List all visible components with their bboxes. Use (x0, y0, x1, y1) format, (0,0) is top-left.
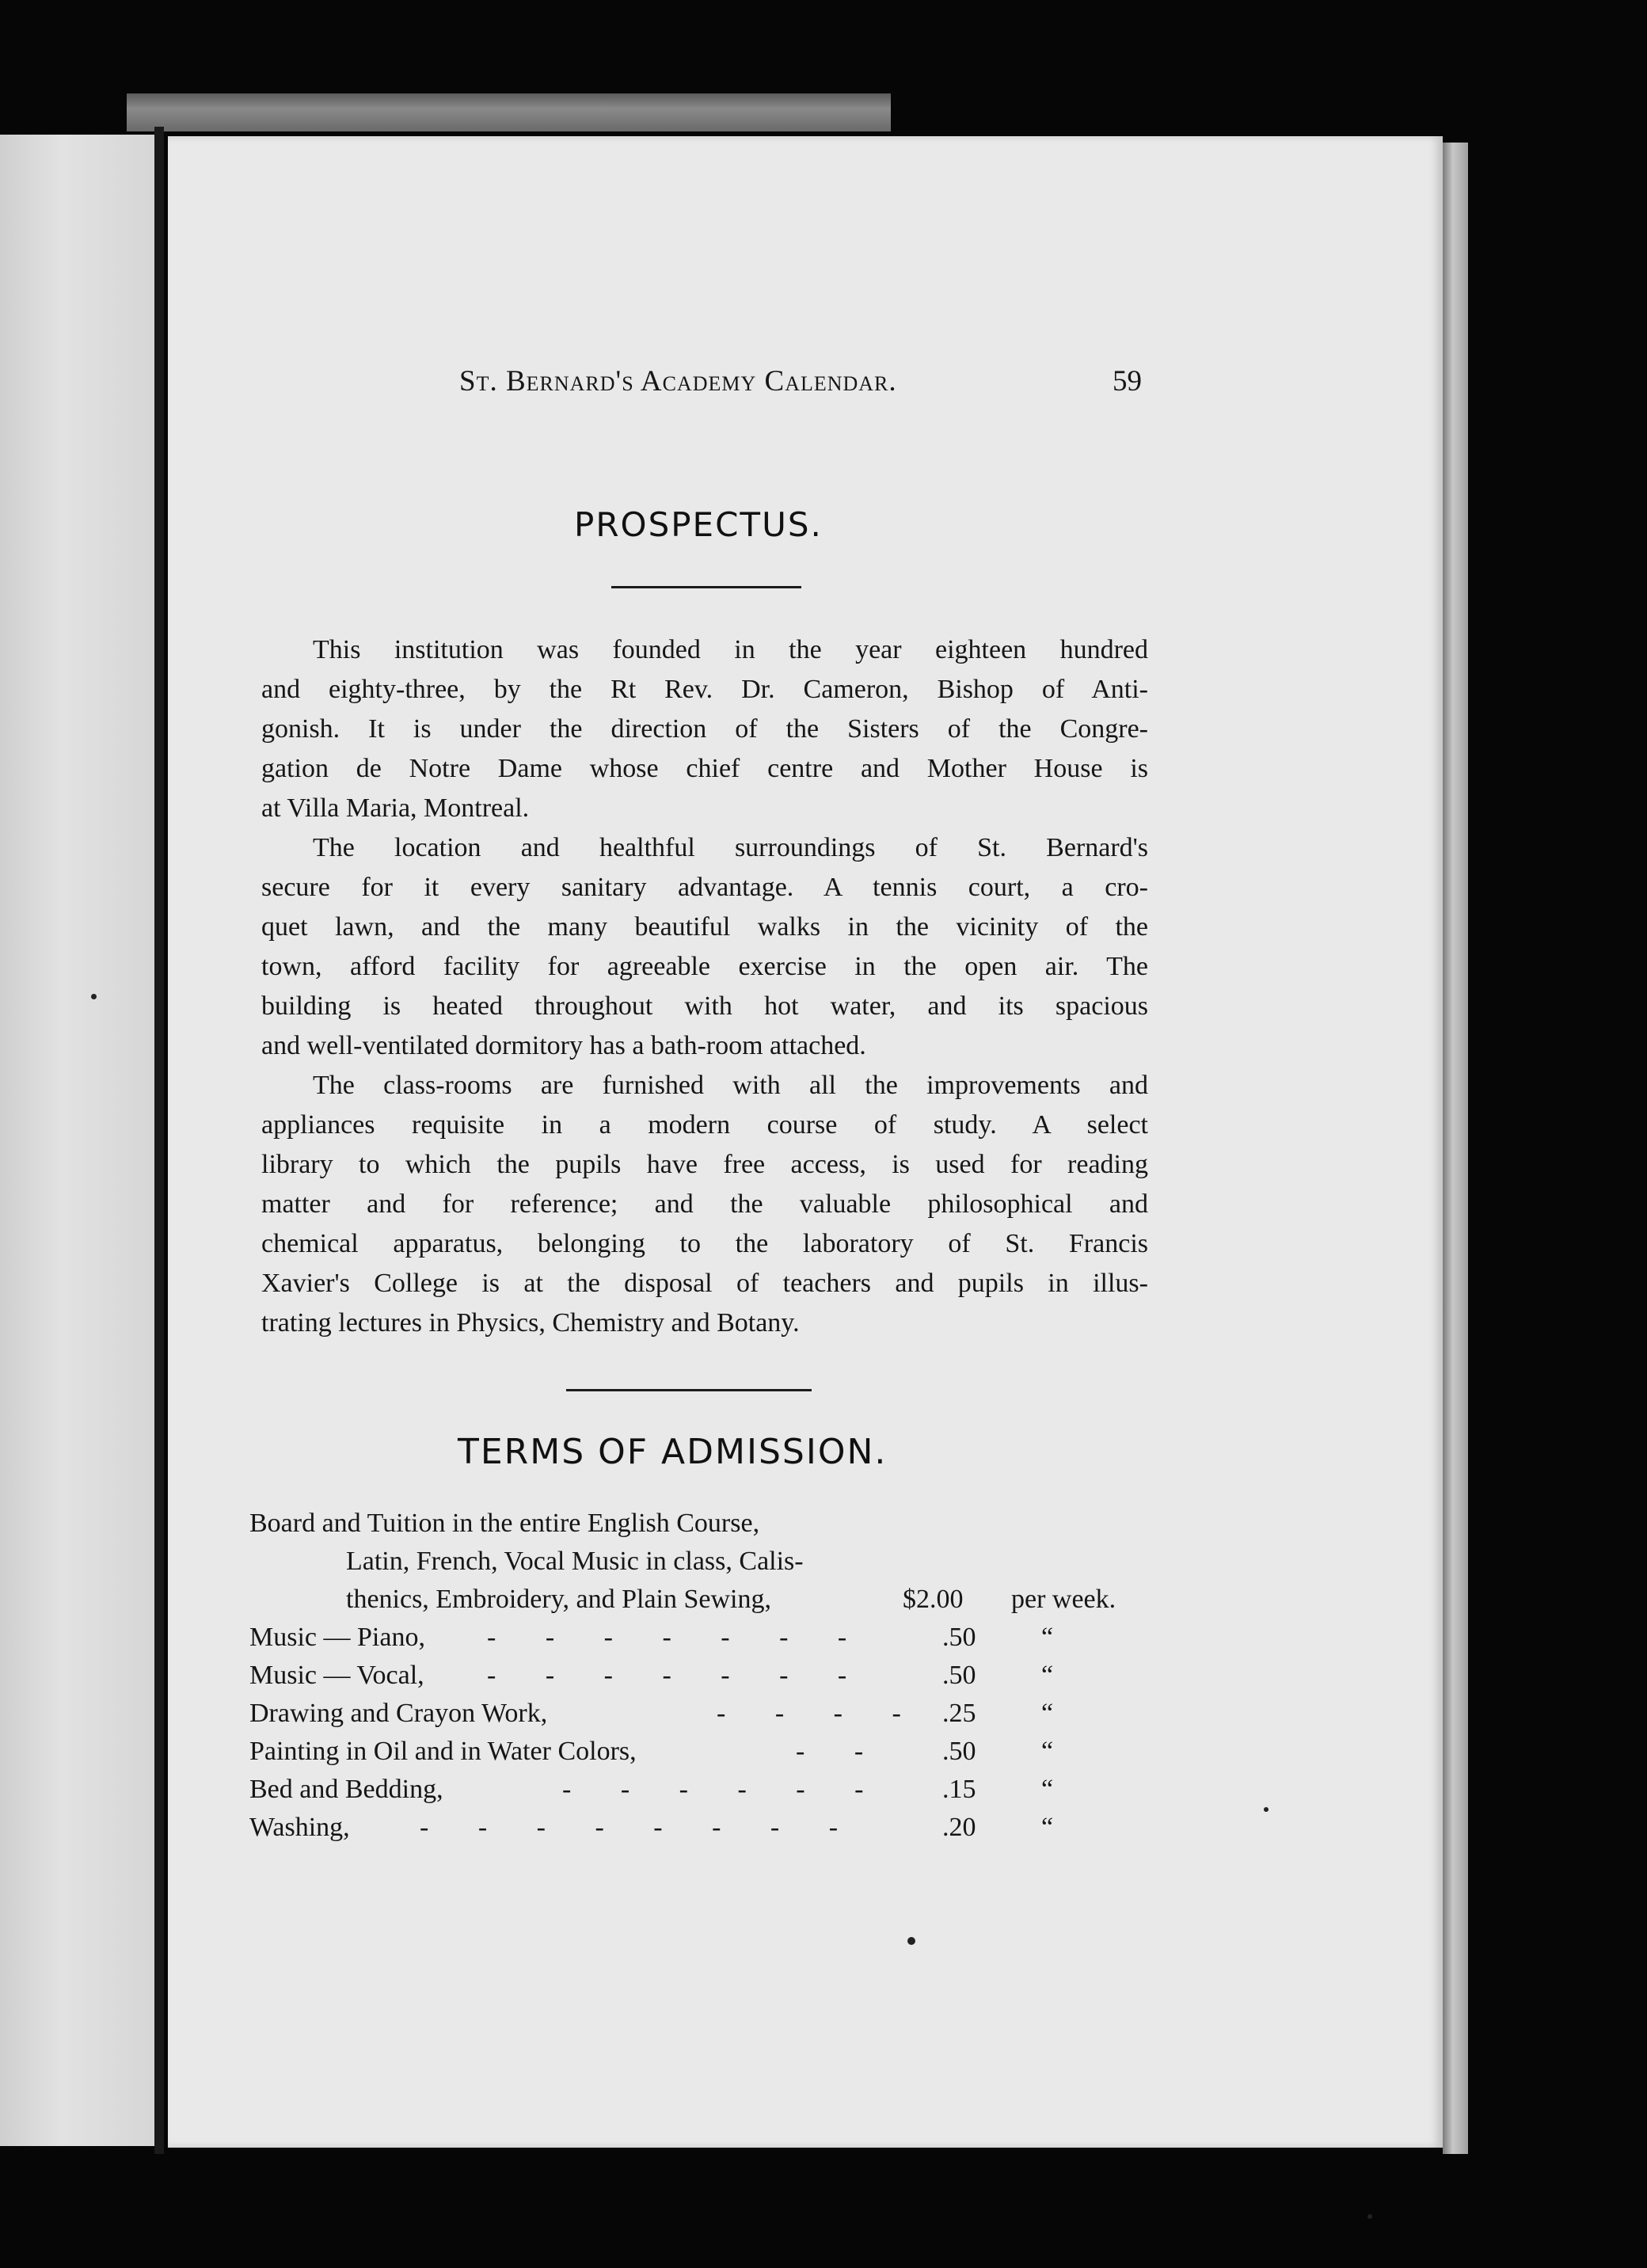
terms-label: Bed and Bedding, (249, 1775, 443, 1804)
ditto-mark: “ (1041, 1775, 1054, 1804)
prospectus-paragraph-3 (261, 1066, 1148, 1343)
page-edge-shadow (1443, 143, 1468, 2154)
text-line: trating lectures in Physics, Chemistry and Botany. (261, 1308, 800, 1338)
previous-page-edge (0, 135, 154, 2146)
terms-label: Painting in Oil and in Water Colors, (249, 1737, 637, 1766)
text-line: Xavier's College is at the disposal of teachers and pupils in illus- (261, 1269, 1148, 1298)
leader-dots: - - - - - - (562, 1775, 885, 1804)
text-line: building is heated throughout with hot water, and its spacious (261, 991, 1148, 1021)
terms-price: .15 (942, 1775, 976, 1804)
text-line: quet lawn, and the many beautiful walks in the vicinity of the (261, 912, 1148, 942)
text-line: town, afford facility for agreeable exercise in the open air. The (261, 952, 1148, 981)
terms-label: Drawing and Crayon Work, (249, 1699, 548, 1728)
terms-table (249, 1505, 1152, 1847)
terms-price: .50 (942, 1737, 976, 1766)
divider-rule (611, 586, 801, 588)
ditto-mark: “ (1041, 1813, 1054, 1842)
running-header: St. Bernard's Academy Calendar. (459, 365, 897, 398)
text-line: gation de Notre Dame whose chief centre and Mother House is (261, 754, 1148, 783)
text-line: at Villa Maria, Montreal. (261, 793, 530, 823)
text-line: This institution was founded in the year eighteen hundred (313, 635, 1148, 664)
leader-dots: - - (796, 1737, 885, 1766)
text-line: appliances requisite in a modern course of study. A select (261, 1110, 1148, 1140)
leader-dots: - - - - (717, 1699, 922, 1728)
terms-price: .50 (942, 1661, 976, 1690)
ditto-mark: “ (1041, 1661, 1054, 1690)
ditto-mark: “ (1041, 1737, 1054, 1766)
text-line: secure for it every sanitary advantage. A tennis court, a cro- (261, 873, 1148, 902)
terms-row (249, 1771, 1152, 1809)
ditto-mark: “ (1041, 1699, 1054, 1728)
terms-row-board (249, 1543, 1152, 1581)
text-line: chemical apparatus, belonging to the laboratory of St. Francis (261, 1229, 1148, 1258)
terms-row (249, 1657, 1152, 1695)
terms-price: .20 (942, 1813, 976, 1842)
terms-row (249, 1733, 1152, 1771)
terms-row (249, 1695, 1152, 1733)
terms-price: .50 (942, 1623, 976, 1652)
leader-dots: - - - - - - - (487, 1623, 869, 1652)
terms-label: thenics, Embroidery, and Plain Sewing, (346, 1585, 771, 1614)
terms-label: Music — Vocal, (249, 1661, 424, 1690)
prospectus-paragraph-2 (261, 828, 1148, 1066)
ditto-mark: “ (1041, 1623, 1054, 1652)
text-line: library to which the pupils have free access, is used for reading (261, 1150, 1148, 1179)
page-number: 59 (1113, 365, 1142, 398)
terms-label: Music — Piano, (249, 1623, 425, 1652)
binding-strip (127, 93, 891, 131)
terms-price: .25 (942, 1699, 976, 1728)
text-line: gonish. It is under the direction of the Sisters of the Congre- (261, 714, 1148, 744)
terms-unit: per week. (1011, 1585, 1116, 1614)
prospectus-paragraph-1 (261, 630, 1148, 828)
leader-dots: - - - - - - - - (420, 1813, 860, 1842)
text-line: matter and for reference; and the valuable philosophical and (261, 1189, 1148, 1219)
terms-heading: TERMS OF ADMISSION. (458, 1432, 888, 1472)
gutter-line (154, 127, 164, 2154)
terms-price: $2.00 (903, 1585, 964, 1614)
ink-speck (1264, 1807, 1269, 1812)
leader-dots: - - - - - - - (487, 1661, 869, 1690)
terms-row-board (249, 1505, 1152, 1543)
terms-label: Washing, (249, 1813, 350, 1842)
ink-speck (1367, 2214, 1372, 2219)
prospectus-heading: PROSPECTUS. (574, 505, 823, 544)
terms-label: Board and Tuition in the entire English Course, (249, 1509, 760, 1538)
terms-label: Latin, French, Vocal Music in class, Calis- (346, 1547, 804, 1576)
terms-row (249, 1619, 1152, 1657)
text-line: The class-rooms are furnished with all the improvements and (313, 1071, 1148, 1100)
text-line: and well-ventilated dormitory has a bath-room attached. (261, 1031, 866, 1060)
terms-row (249, 1809, 1152, 1847)
text-line: The location and healthful surroundings of St. Bernard's (313, 833, 1148, 862)
divider-rule (566, 1389, 812, 1391)
text-line: and eighty-three, by the Rt Rev. Dr. Cameron, Bishop of Anti- (261, 675, 1148, 704)
ink-speck (91, 994, 97, 999)
terms-row-board (249, 1581, 1152, 1619)
ink-speck (907, 1937, 915, 1945)
